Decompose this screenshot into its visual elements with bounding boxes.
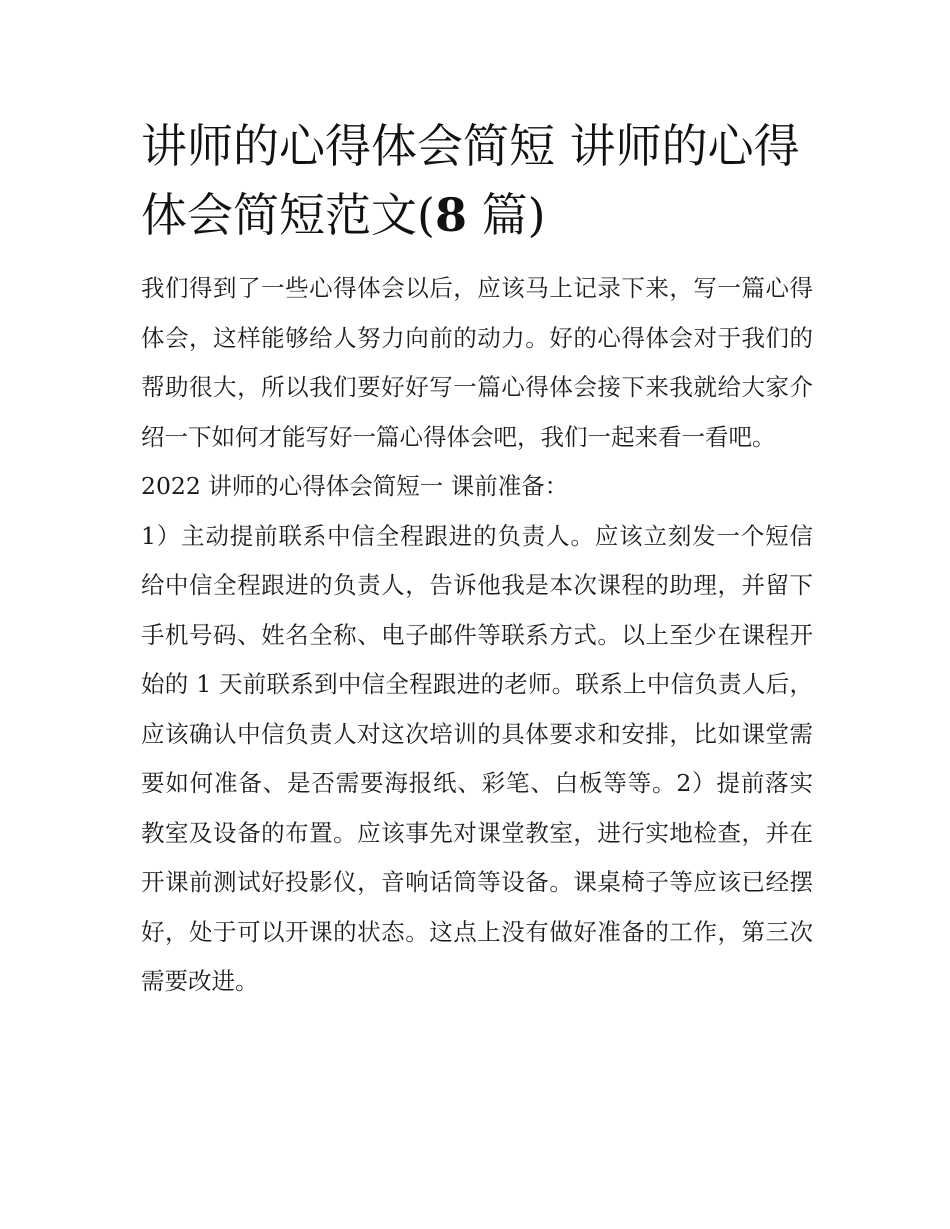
document-page [141, 112, 813, 1007]
title-text: 讲师的心得体会简短 讲师的心得体会简短范文( [141, 119, 800, 242]
body-paragraph: 1）主动提前联系中信全程跟进的负责人。应该立刻发一个短信给中信全程跟进的负责人，告诉他我是本次课程的助理，并留下手机号码、姓名全称、电子邮件等联系方式。以上至少在课程开始的 1 天前联系到中信全程跟进的老师。联系上中信负责人后，应该确认中信负责人对这次培训的具体要求和安排，比如课堂需要如何准备、是否需要海报纸、彩笔、白板等等。2）提前落实教室及设备的布置。应该事先对课堂教室，进行实地检查，并在开课前测试好投影仪，音响话筒等设备。课桌椅子等应该已经摆好，处于可以开课的状态。这点上没有做好准备的工作，第三次需要改进。 [141, 521, 813, 995]
document-title [141, 112, 813, 250]
intro-paragraph: 我们得到了一些心得体会以后，应该马上记录下来，写一篇心得体会，这样能够给人努力向前的动力。好的心得体会对于我们的帮助很大，所以我们要好好写一篇心得体会接下来我就给大家介绍一下如何才能写好一篇心得体会吧，我们一起来看一看吧。 [141, 274, 813, 451]
section-heading: 2022 讲师的心得体会简短一 课前准备： [141, 472, 569, 500]
title-suffix: 篇) [466, 188, 546, 242]
document-body [141, 264, 813, 1007]
title-number: 8 [434, 188, 467, 242]
